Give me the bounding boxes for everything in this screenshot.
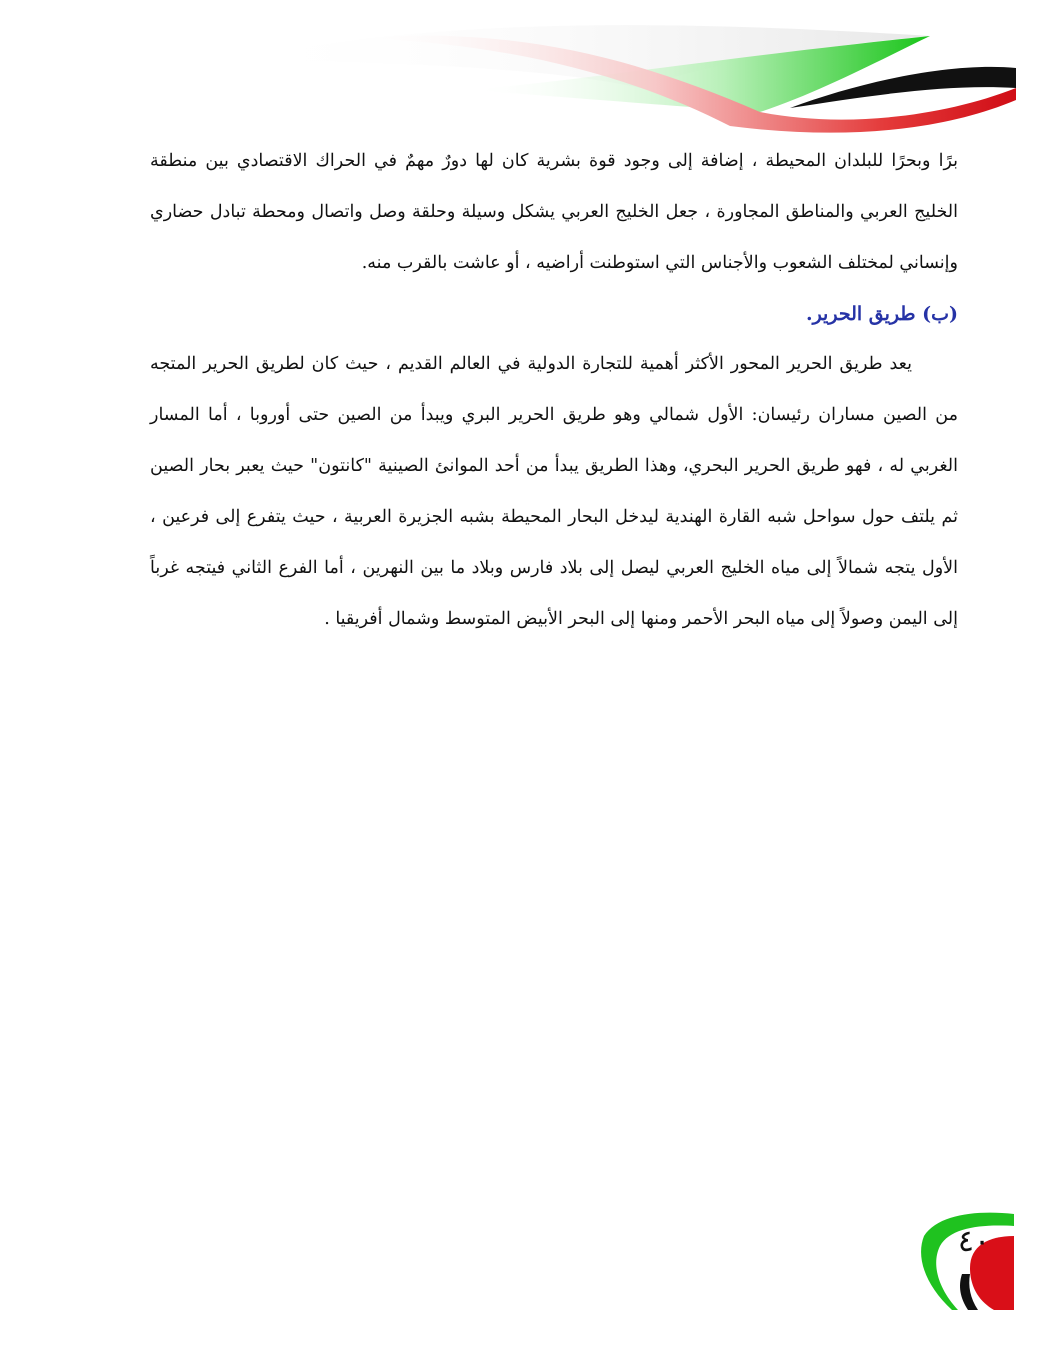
- section-heading: (ب) طريق الحرير.: [805, 303, 958, 325]
- flag-ribbon-icon: [0, 0, 1062, 140]
- page-number: ٤٠: [957, 1224, 991, 1259]
- page-body: [150, 136, 958, 645]
- body-paragraph: يعد طريق الحرير المحور الأكثر أهمية للتجارة الدولية في العالم القديم ، حيث كان لطريق الحرير المتجه من الصين مساران رئيسان: الأول شمالي وهو طريق الحرير البري ويبدأ من الصين حتى أوروبا ، أما المسار الغربي له ، فهو طريق الحرير البحري، وهذا الطريق يبدأ من أحد الموانئ الصينية "كانتون" حيث يعبر بحار الصين ثم يلتف حول سواحل شبه القارة الهندية ليدخل البحار المحيطة بشبه الجزيرة العربية ، حيث يتفرع إلى فرعين ، الأول يتجه شمالاً إلى مياه الخليج العربي ليصل إلى بلاد فارس وبلاد ما بين النهرين ، أما الفرع الثاني فيتجه غرباً إلى اليمن وصولاً إلى مياه البحر الأحمر ومنها إلى البحر الأبيض المتوسط وشمال أفريقيا .: [150, 354, 958, 629]
- body-paragraph: برًا وبحرًا للبلدان المحيطة ، إضافة إلى وجود قوة بشرية كان لها دورٌ مهمٌ في الحراك الاقتصادي بين منطقة الخليج العربي والمناطق المجاورة ، جعل الخليج العربي يشكل وسيلة وحلقة وصل واتصال ومحطة تبادل حضاري وإنساني لمختلف الشعوب والأجناس التي استوطنت أراضيه ، أو عاشت بالقرب منه.: [150, 151, 958, 273]
